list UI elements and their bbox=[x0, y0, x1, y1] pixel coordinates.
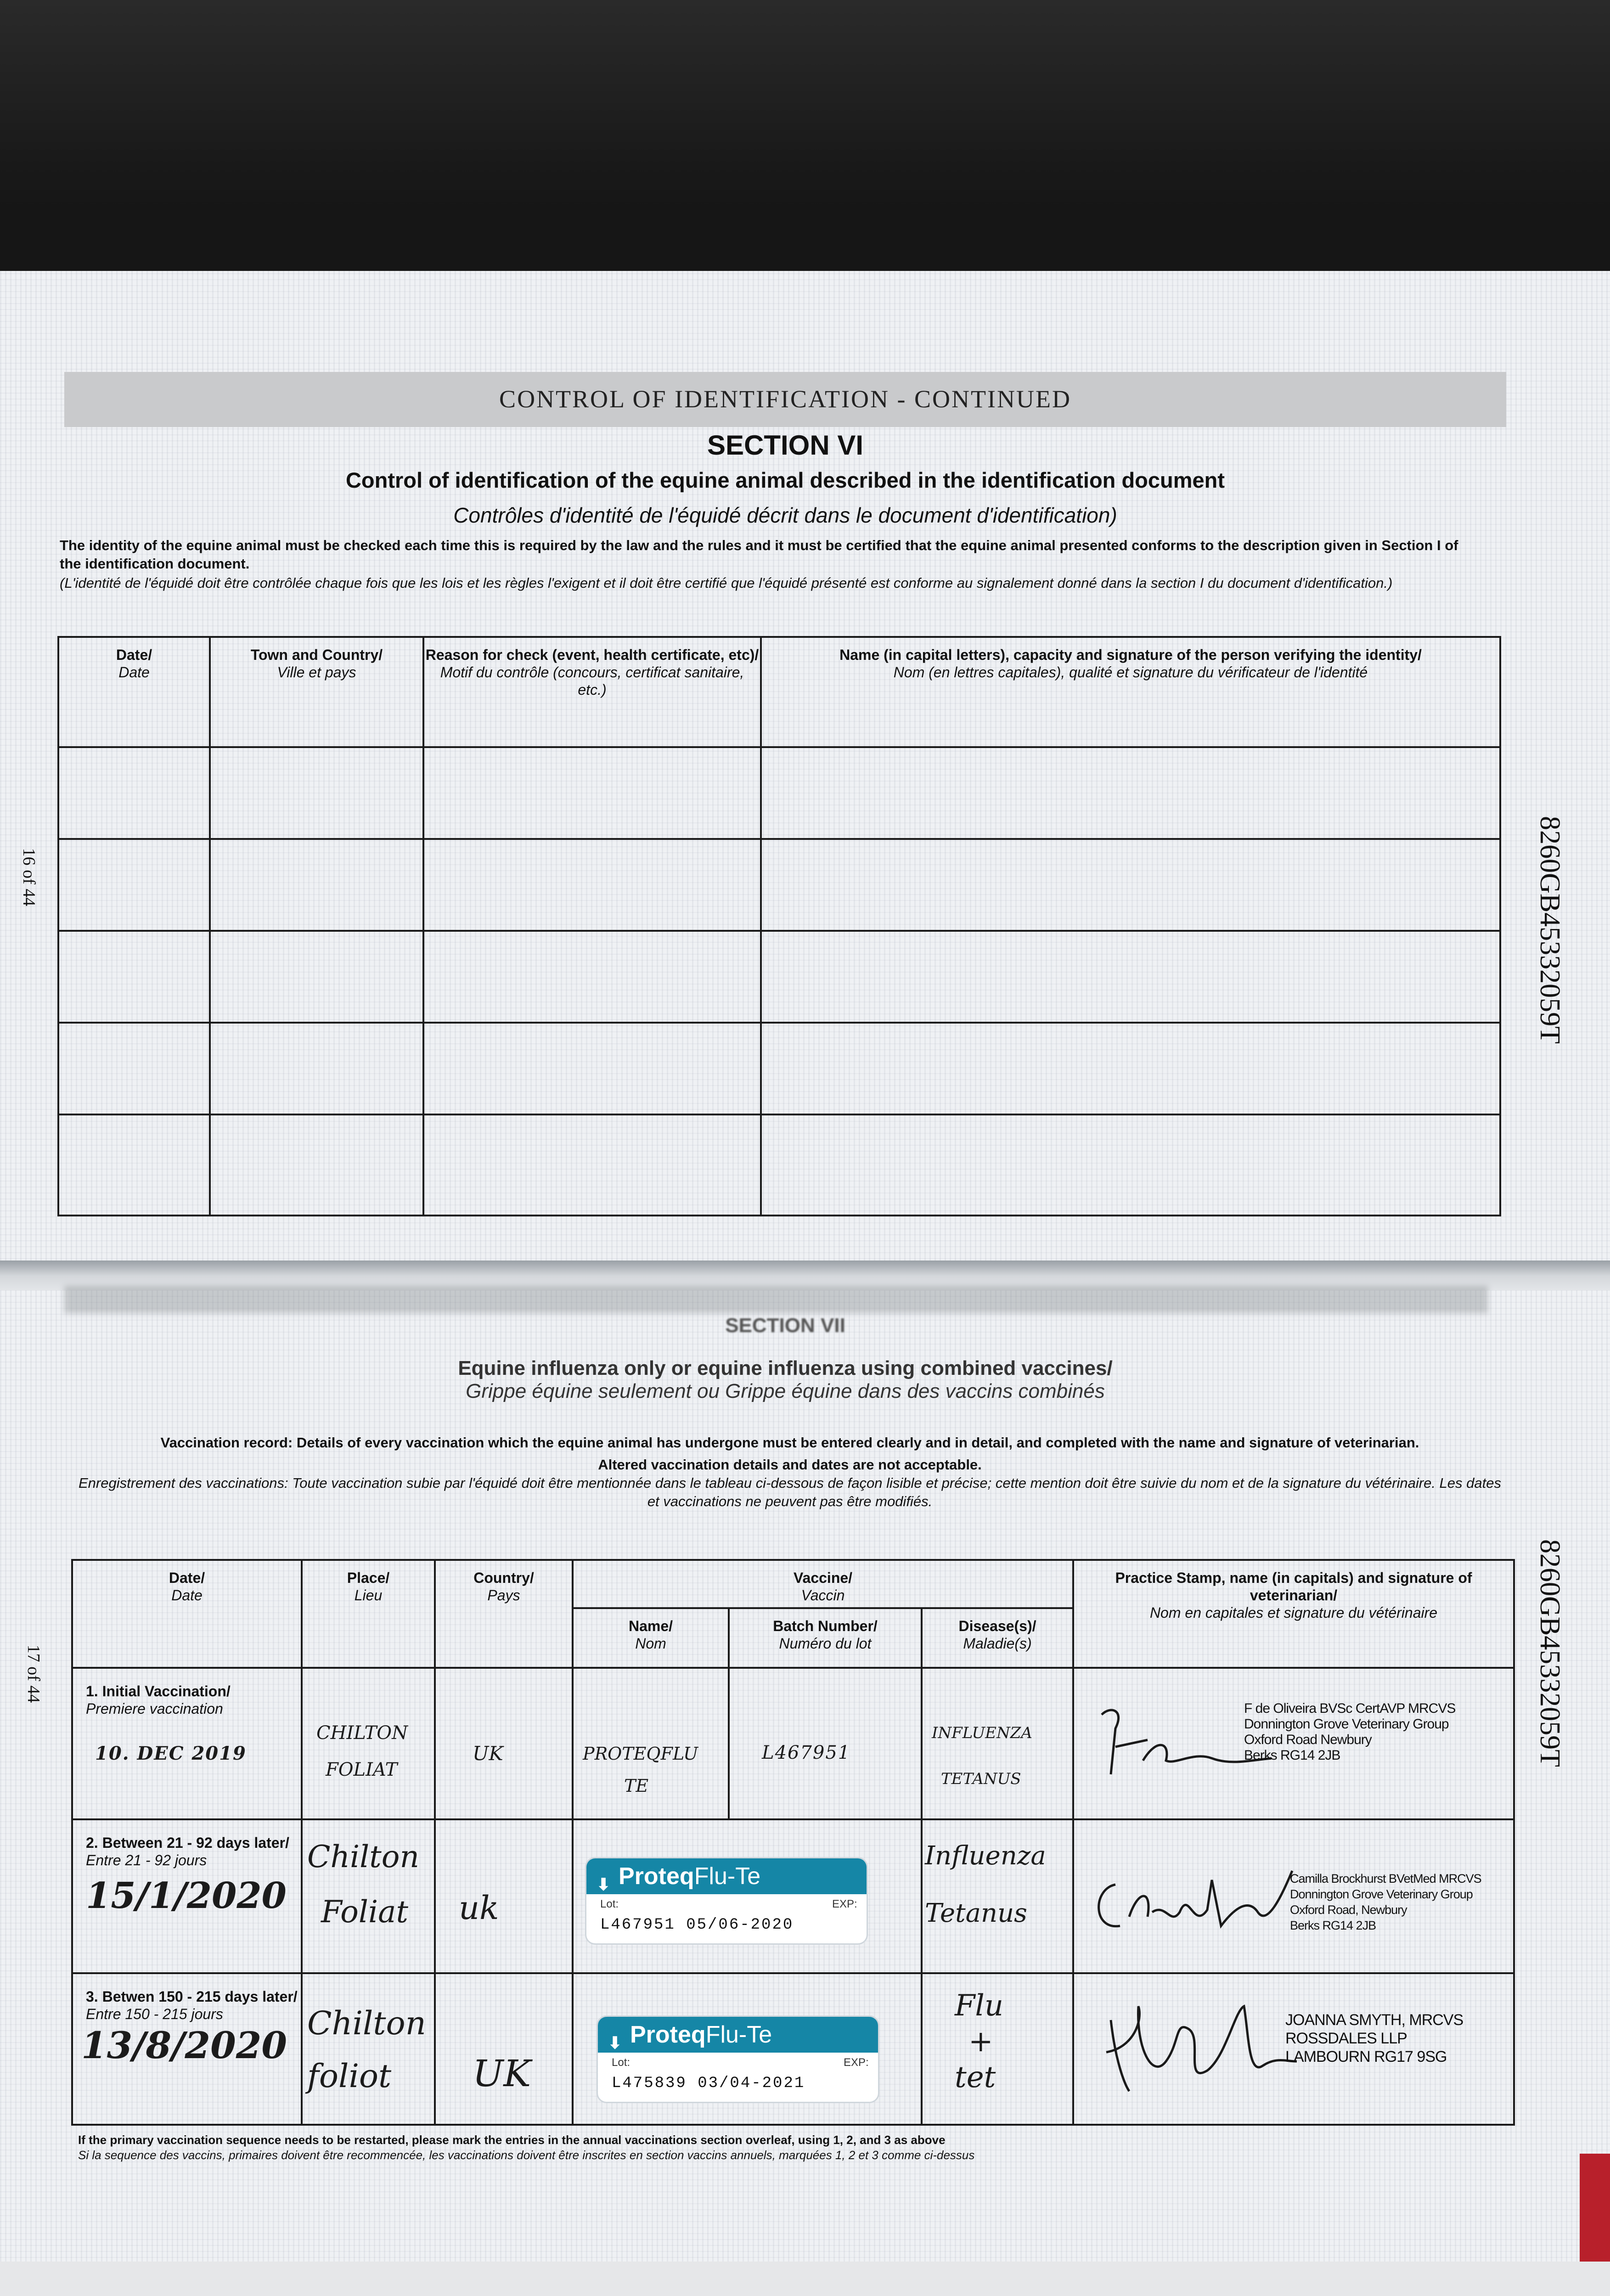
row-2-practice-stamp bbox=[1073, 1819, 1514, 1973]
table-row bbox=[58, 1023, 1500, 1114]
passport-number-bottom: 8260GB45332059T bbox=[1534, 1539, 1565, 1767]
vaccination-row-3 bbox=[72, 1973, 1514, 2125]
col-vaccine: Vaccine/ Vaccin bbox=[573, 1560, 1073, 1608]
row-3-diseases: Flu + tet bbox=[922, 1973, 1073, 2125]
page-number-16: 16 of 44 bbox=[19, 848, 39, 906]
row-3-stamp-text: JOANNA SMYTH, MRCVS ROSSDALES LLP LAMBOURN RG17 9SG bbox=[1285, 2011, 1464, 2065]
section-vi-heading-fr: Contrôles d'identité de l'équidé décrit dans le document d'identification) bbox=[453, 503, 1117, 527]
passport-number-top: 8260GB45332059T bbox=[1534, 816, 1565, 1044]
table-header-row bbox=[58, 637, 1500, 747]
section-vii-heading-en: Equine influenza only or equine influenza using combined vaccines/ bbox=[458, 1357, 1113, 1379]
col-place: Place/ Lieu bbox=[302, 1560, 435, 1668]
col-date: Date/ Date bbox=[58, 637, 210, 747]
row-1-date-cell: 1. Initial Vaccination/ Premiere vaccination 10. DEC 2019 bbox=[72, 1668, 302, 1819]
vaccination-record-fr: Enregistrement des vaccinations: Toute vaccination subie par l'équidé doit être mentionnée dans le tableau ci-dessous de façon lisible et précise; cette mention doit être suivie du nom et de la signature du vétérinaire. Les dates et vaccinations ne peuvent pas être modifiés. bbox=[78, 1475, 1501, 1509]
section-vi-intro-fr: (L'identité de l'équidé doit être contrôlée chaque fois que les lois et les règles l'exigent et il doit être certifié que l'équidé présenté est conforme au signalement donné dans la section I du document d'identification.) bbox=[60, 575, 1393, 591]
row-1-date: 10. DEC 2019 bbox=[95, 1743, 247, 1764]
identity-check-table bbox=[57, 636, 1501, 1216]
row-3-date: 13/8/2020 bbox=[81, 2024, 287, 2067]
col-practice-stamp: Practice Stamp, name (in capitals) and signature of veterinarian/ Nom en capitales et signature du vétérinaire bbox=[1073, 1560, 1514, 1668]
row-1-practice-stamp bbox=[1073, 1668, 1514, 1819]
col-country: Country/ Pays bbox=[435, 1560, 573, 1668]
row-1-place: CHILTON FOLIAT bbox=[302, 1668, 435, 1819]
col-verifier: Name (in capital letters), capacity and signature of the person verifying the identity/ Nom (en lettres capitales), qualité et signature du vérificateur de l'identité bbox=[761, 637, 1500, 747]
red-page-tab bbox=[1580, 2154, 1610, 2264]
passport-cover-edge bbox=[0, 223, 1610, 276]
vaccination-table bbox=[71, 1559, 1515, 2126]
row-2-vaccine-sticker-cell bbox=[573, 1819, 922, 1973]
section-vi-title: SECTION VI bbox=[707, 430, 864, 461]
table-row bbox=[58, 931, 1500, 1023]
row-2-date: 15/1/2020 bbox=[86, 1875, 287, 1917]
row-2-stamp-text: Camilla Brockhurst BVetMed MRCVS Donnington Grove Veterinary Group Oxford Road, Newbury Berks RG14 2JB bbox=[1290, 1872, 1481, 1932]
row-1-batch-number: L467951 bbox=[729, 1668, 922, 1819]
row-3-place: Chilton foliot bbox=[302, 1973, 435, 2125]
blurred-header-band bbox=[64, 1286, 1488, 1313]
row-2-vaccine-sticker: ⬇ ProteqFlu-Te Lot: EXP: L467951 05/06-2020 bbox=[585, 1857, 868, 1945]
table-row bbox=[58, 747, 1500, 839]
vaccine-header-row bbox=[72, 1560, 1514, 1608]
vaccination-record-en-2: Altered vaccination details and dates are not acceptable. bbox=[598, 1457, 982, 1473]
drop-icon: ⬇ bbox=[597, 1875, 611, 1894]
drop-icon: ⬇ bbox=[608, 2033, 622, 2052]
row-2-date-cell: 2. Between 21 - 92 days later/ Entre 21 - 92 jours 15/1/2020 bbox=[72, 1819, 302, 1973]
row-2-lot-exp: L467951 05/06-2020 bbox=[600, 1916, 794, 1934]
row-3-date-cell: 3. Betwen 150 - 215 days later/ Entre 150 - 215 jours 13/8/2020 bbox=[72, 1973, 302, 2125]
section-vii-heading-fr: Grippe équine seulement ou Grippe équine dans des vaccins combinés bbox=[466, 1380, 1105, 1402]
section-vi-intro-en: The identity of the equine animal must be checked each time this is required by the law and the rules and it must be certified that the equine animal presented conforms to the description given in Section I of the identification document. bbox=[60, 537, 1458, 572]
table-row bbox=[58, 1114, 1500, 1216]
vaccination-row-1 bbox=[72, 1668, 1514, 1819]
row-1-country: UK bbox=[435, 1668, 573, 1819]
restart-note-fr: Si la sequence des vaccins, primaires doivent être recommencée, les vaccinations doivent être inscrites en section vaccins annuels, marquées 1, 2 et 3 comme ci-dessus bbox=[78, 2148, 975, 2162]
restart-note-en: If the primary vaccination sequence needs to be restarted, please mark the entries in the annual vaccinations section overleaf, using 1, 2, and 3 as above bbox=[78, 2133, 946, 2147]
col-diseases: Disease(s)/ Maladie(s) bbox=[922, 1608, 1073, 1668]
vaccination-record-en: Vaccination record: Details of every vaccination which the equine animal has undergone must be entered clearly and in detail, and completed with the name and signature of veterinarian. bbox=[160, 1435, 1419, 1451]
vaccination-row-2 bbox=[72, 1819, 1514, 1973]
row-3-lot-exp: L475839 03/04-2021 bbox=[612, 2075, 805, 2092]
section-vi-heading-en: Control of identification of the equine animal described in the identification document bbox=[345, 468, 1225, 492]
row-3-vaccine-sticker-cell bbox=[573, 1973, 922, 2125]
section-vii-title: SECTION VII bbox=[725, 1314, 845, 1337]
row-2-diseases: Influenza Tetanus bbox=[922, 1819, 1073, 1973]
row-2-country: uk bbox=[435, 1819, 573, 1973]
row-1-stamp-text: F de Oliveira BVSc CertAVP MRCVS Donnington Grove Veterinary Group Oxford Road Newbury Berks RG14 2JB bbox=[1244, 1701, 1456, 1763]
col-vaccine-name: Name/ Nom bbox=[573, 1608, 729, 1668]
col-batch-number: Batch Number/ Numéro du lot bbox=[729, 1608, 922, 1668]
row-1-vaccine-name: PROTEQFLU TE bbox=[573, 1668, 729, 1819]
row-3-signature-icon bbox=[1097, 1992, 1299, 2103]
page-number-17: 17 of 44 bbox=[24, 1644, 43, 1703]
table-row bbox=[58, 839, 1500, 931]
page-bottom-edge bbox=[0, 2262, 1610, 2296]
row-3-country: UK bbox=[435, 1973, 573, 2125]
row-3-practice-stamp bbox=[1073, 1973, 1514, 2125]
header-band-text: CONTROL OF IDENTIFICATION - CONTINUED bbox=[499, 385, 1071, 413]
row-1-diseases: INFLUENZA TETANUS bbox=[922, 1668, 1073, 1819]
col-town-country: Town and Country/ Ville et pays bbox=[210, 637, 423, 747]
col-date: Date/ Date bbox=[72, 1560, 302, 1668]
row-3-vaccine-sticker: ⬇ ProteqFlu-Te Lot: EXP: L475839 03/04-2021 bbox=[597, 2015, 879, 2103]
row-2-signature-icon bbox=[1083, 1862, 1295, 1944]
row-2-place: Chilton Foliat bbox=[302, 1819, 435, 1973]
col-reason: Reason for check (event, health certificate, etc)/ Motif du contrôle (concours, certificat sanitaire, etc.) bbox=[423, 637, 761, 747]
